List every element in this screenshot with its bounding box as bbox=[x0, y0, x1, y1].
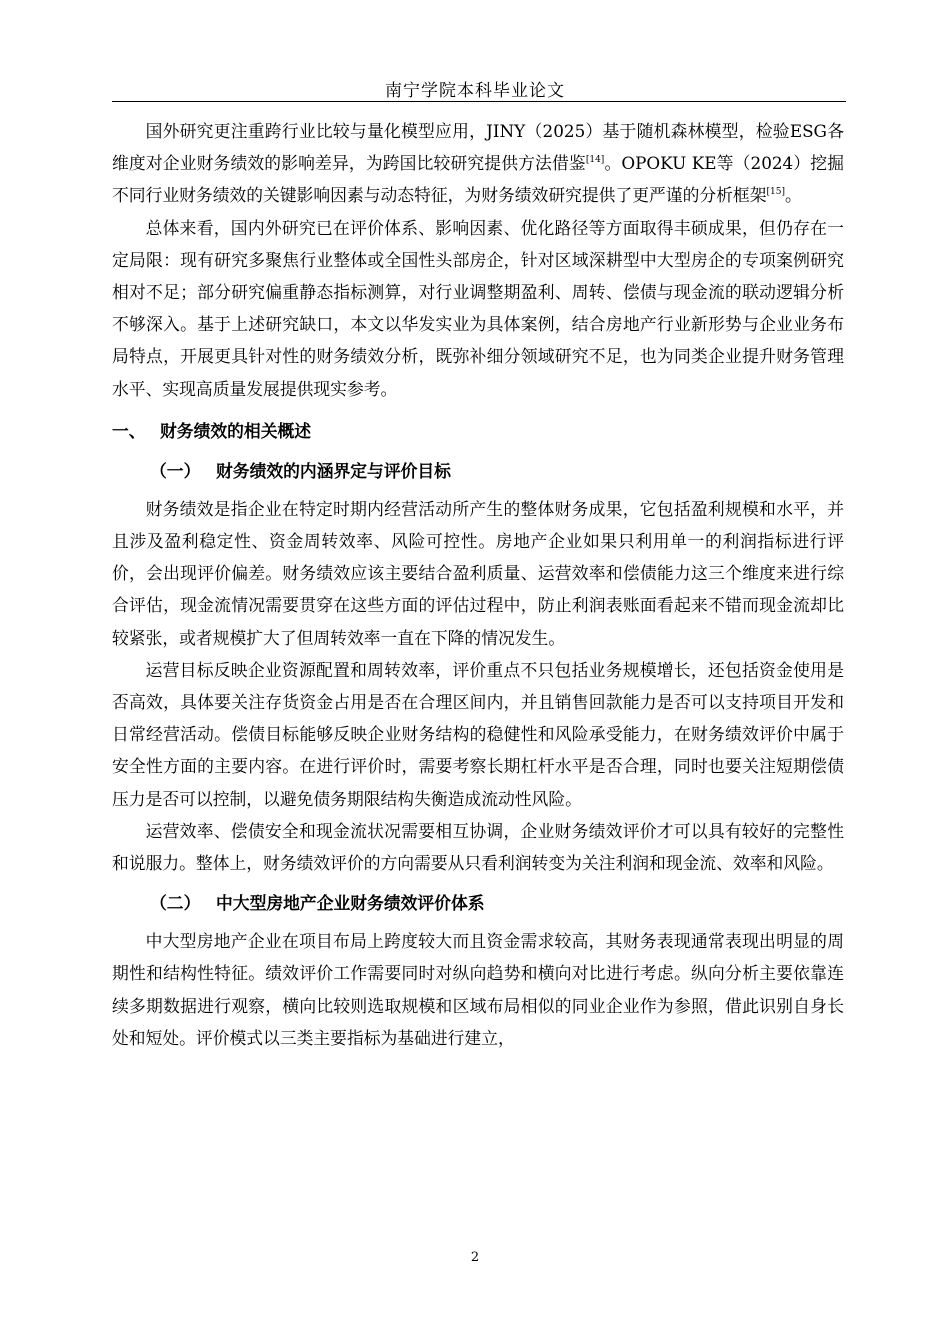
section-heading bbox=[112, 415, 844, 447]
subsection-title: 中大型房地产企业财务绩效评价体系 bbox=[216, 893, 485, 914]
paragraph-coordination: 运营效率、偿债安全和现金流状况需要相互协调，企业财务绩效评价才可以具有较好的完整性和说服力。整体上，财务绩效评价的方向需要从只看利润转变为关注利润和现金流、效率和风险。 bbox=[112, 820, 844, 874]
citation-ref: [15] bbox=[766, 187, 785, 198]
paragraph-operating-goals: 运营目标反映企业资源配置和周转效率，评价重点不只包括业务规模增长，还包括资金使用是否高效，具体要关注存货资金占用是否在合理区间内，并且销售回款能力是否可以支持项目开发和日常经营活动。偿债目标能够反映企业财务结构的稳健性和风险承受能力，在财务绩效评价中属于安全性方面的主要内容。在进行评价时，需要考察长期杠杆水平是否合理，同时也要关注短期偿债压力是否可以控制，以避免债务期限结构失衡造成流动性风险。 bbox=[112, 659, 844, 809]
paragraph-text: 国外研究更注重跨行业比较与量化模型应用，JINY（2025）基于随机森林模型，检验ESG各维度对企业财务绩效的影响差异，为跨国比较研究提供方法借鉴 bbox=[112, 121, 844, 174]
paragraph-text: 。OPOKU KE等（2024）挖掘不同行业财务绩效的关键影响因素与动态特征，为财务绩效研究提供了更严谨的分析框架 bbox=[112, 153, 844, 206]
paragraph-definition: 财务绩效是指企业在特定时期内经营活动所产生的整体财务成果，它包括盈利规模和水平，并且涉及盈利稳定性、资金周转效率、风险可控性。房地产企业如果只利用单一的利润指标进行评价，会出现评价偏差。财务绩效应该主要结合盈利质量、运营效率和偿债能力这三个维度来进行综合评估，现金流情况需要贯穿在这些方面的评估过程中，防止利润表账面看起来不错而现金流却比较紧张，或者规模扩大了但周转效率一直在下降的情况发生。 bbox=[112, 498, 844, 648]
section-title: 财务绩效的相关概述 bbox=[160, 420, 312, 441]
subsection-number: （一） bbox=[150, 460, 201, 481]
subsection-heading bbox=[112, 887, 844, 919]
paragraph-text: 。 bbox=[784, 185, 802, 206]
section-number: 一、 bbox=[112, 420, 146, 441]
subsection-title: 财务绩效的内涵界定与评价目标 bbox=[216, 460, 451, 481]
paragraph-summary: 总体来看，国内外研究已在评价体系、影响因素、优化路径等方面取得丰硕成果，但仍存在一定局限：现有研究多聚焦行业整体或全国性头部房企，针对区域深耕型中大型房企的专项案例研究相对不足；部分研究偏重静态指标测算，对行业调整期盈利、周转、偿债与现金流的联动逻辑分析不够深入。基于上述研究缺口，本文以华发实业为具体案例，结合房地产行业新形势与企业业务布局特点，开展更具针对性的财务绩效分析，既弥补细分领域研究不足，也为同类企业提升财务管理水平、实现高质量发展提供现实参考。 bbox=[112, 217, 844, 399]
page-header-title: 南宁学院本科毕业论文 bbox=[385, 81, 565, 101]
citation-ref: [14] bbox=[585, 155, 605, 166]
header-divider bbox=[112, 101, 846, 102]
page-body bbox=[112, 115, 844, 1054]
subsection-heading bbox=[112, 455, 844, 487]
paragraph-foreign-research bbox=[112, 115, 844, 212]
subsection-number: （二） bbox=[150, 893, 201, 914]
paragraph-evaluation-system: 中大型房地产企业在项目布局上跨度较大而且资金需求较高，其财务表现通常表现出明显的周期性和结构性特征。绩效评价工作需要同时对纵向趋势和横向对比进行考虑。纵向分析主要依靠连续多期数据进行观察，横向比较则选取规模和区域布局相似的同业企业作为参照，借此识别自身长处和短处。评价模式以三类主要指标为基础进行建立， bbox=[112, 931, 844, 1048]
page-number: 2 bbox=[470, 1250, 480, 1265]
